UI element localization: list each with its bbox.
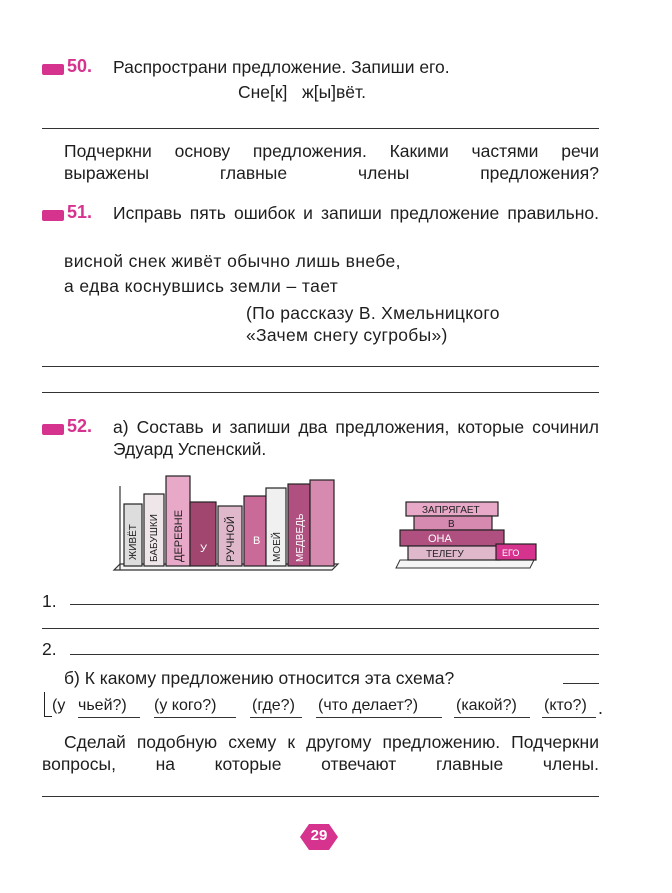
page-number-badge: [299, 822, 339, 852]
answer-line[interactable]: [42, 366, 599, 367]
task-c-text: Сделай подобную схему к другому предложению. Подчеркни вопросы, на которые отвечают главные члены.: [42, 732, 599, 774]
scheme-question: (кто?): [544, 697, 587, 714]
book-label: ЗАПРЯГАЕТ: [422, 505, 480, 516]
answer-line[interactable]: [42, 392, 599, 393]
answer-line[interactable]: [42, 796, 599, 797]
scheme-question: (у кого?): [154, 697, 217, 714]
answer-line[interactable]: [70, 604, 599, 605]
shelf-books: [124, 476, 334, 566]
line-label: 2.: [42, 639, 57, 659]
scheme-underline: [454, 717, 530, 718]
scheme-underline: [316, 717, 442, 718]
book-label: ЕГО: [502, 548, 520, 558]
example-sentence: Сне[к] ж[ы]вёт.: [238, 82, 366, 102]
scheme-underline: [542, 717, 596, 718]
answer-line[interactable]: [42, 628, 599, 629]
book-label: ОНА: [428, 533, 452, 545]
task-number: 50.: [67, 56, 93, 76]
subtask-text: Подчеркни основу предложения. Какими частями речи выражены главные члены предложения?: [64, 141, 599, 183]
scheme-start-mark: [44, 692, 45, 716]
text-line: висной снек живёт обычно лишь внебе,: [64, 251, 401, 271]
book-label: МОЕЙ: [272, 532, 283, 562]
task-instruction: Исправь пять ошибок и запиши предложение правильно.: [113, 203, 599, 223]
part-b-text: б) К какому предложению относится эта схема?: [64, 668, 455, 688]
answer-line[interactable]: [42, 128, 599, 129]
task-marker: [42, 64, 64, 75]
task-number: 51.: [67, 202, 93, 222]
task-marker: [42, 424, 64, 435]
book-label: У: [200, 543, 207, 555]
scheme-underline: [250, 717, 302, 718]
answer-line[interactable]: [563, 683, 599, 684]
task-instruction: Распространи предложение. Запиши его.: [113, 57, 450, 77]
scheme-underline: [78, 717, 140, 718]
source-text: (По рассказу В. Хмельницкого: [246, 303, 500, 323]
scheme-question: (у: [52, 697, 66, 714]
task-number: 52.: [67, 416, 93, 436]
scheme-end: .: [598, 698, 604, 718]
scheme-question: чьей?): [78, 697, 127, 714]
scheme-underline: [154, 717, 236, 718]
scheme-question: (где?): [252, 697, 295, 714]
stacked-books: [396, 502, 536, 568]
book-label: В: [253, 535, 261, 547]
book-label: ТЕЛЕГУ: [426, 549, 464, 560]
sentence-scheme: [42, 692, 612, 720]
book-label: ДЕРЕВНЕ: [173, 509, 185, 562]
book-label: ЖИВЁТ: [128, 524, 139, 560]
book-label: В: [448, 519, 455, 530]
task-marker: [42, 210, 64, 221]
scheme-question: (что делает?): [318, 697, 419, 714]
source-text: «Зачем снегу сугробы»): [246, 325, 448, 345]
book-label: МЕДВЕДЬ: [295, 513, 306, 562]
page-number: 29: [310, 827, 328, 844]
book-label: РУЧНОЙ: [225, 516, 237, 562]
answer-line[interactable]: [70, 654, 599, 655]
text-line: а едва коснувшись земли – тает: [64, 276, 339, 296]
line-label: 1.: [42, 591, 57, 611]
scheme-question: (какой?): [456, 697, 517, 714]
books-illustration: [110, 466, 550, 578]
task-instruction: а) Составь и запиши два предложения, которые сочинил Эдуард Успенский.: [113, 417, 599, 459]
book-label: БАБУШКИ: [149, 514, 160, 562]
